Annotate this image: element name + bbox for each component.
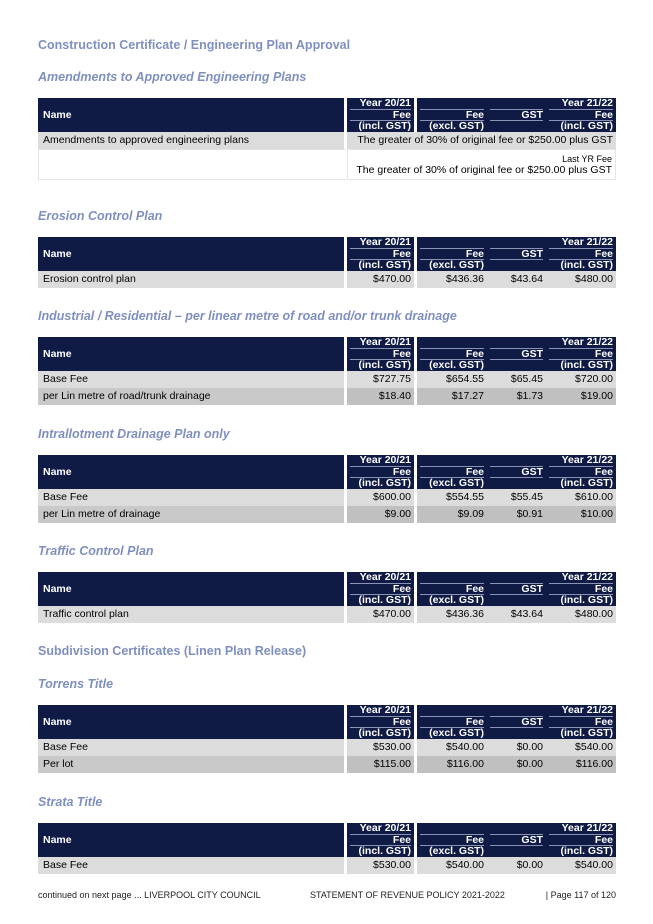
header-fee-incl: Year 21/22 Fee (incl. GST): [546, 237, 616, 271]
row-excl: $654.55: [417, 371, 487, 388]
heading-strata: Strata Title: [38, 795, 103, 809]
header-name: Name: [38, 98, 347, 132]
row-incl: $480.00: [546, 271, 616, 288]
row-name-empty: [38, 149, 347, 180]
heading-torrens: Torrens Title: [38, 677, 114, 691]
header-name: Name: [38, 823, 347, 857]
table-row-note: [38, 149, 616, 180]
header-fee-excl: Fee (excl. GST): [417, 98, 487, 132]
row-name: Per lot: [38, 756, 347, 773]
row-excl: $436.36: [417, 606, 487, 623]
row-incl: $480.00: [546, 606, 616, 623]
header-fee-incl: Year 21/22 Fee (incl. GST): [546, 98, 616, 132]
header-prev-year: Year 20/21 Fee (incl. GST): [347, 98, 417, 132]
row-incl: $540.00: [546, 857, 616, 874]
row-excl: $436.36: [417, 271, 487, 288]
header-prev-year: Year 20/21 Fee (incl. GST): [347, 823, 417, 857]
row-prev: $9.00: [347, 506, 417, 523]
row-fee-text: The greater of 30% of original fee or $250.00 plus GST: [347, 132, 616, 149]
header-fee-incl: Year 21/22 Fee (incl. GST): [546, 705, 616, 739]
row-excl: $540.00: [417, 739, 487, 756]
row-name: Amendments to approved engineering plans: [38, 132, 347, 149]
fee-table-strata: [38, 823, 616, 874]
heading-subdivision: Subdivision Certificates (Linen Plan Release): [38, 644, 307, 658]
row-incl: $610.00: [546, 489, 616, 506]
header-fee-incl: Year 21/22 Fee (incl. GST): [546, 572, 616, 606]
row-name: Base Fee: [38, 857, 347, 874]
fee-table-erosion: [38, 237, 616, 288]
row-gst: $1.73: [487, 388, 546, 405]
row-excl: $116.00: [417, 756, 487, 773]
header-fee-excl: Fee (excl. GST): [417, 572, 487, 606]
table-header: [38, 237, 616, 271]
row-name: Traffic control plan: [38, 606, 347, 623]
row-excl: $554.55: [417, 489, 487, 506]
fee-table-traffic: [38, 572, 616, 623]
header-gst: GST: [487, 337, 546, 371]
fee-table-amendments: [38, 98, 616, 180]
row-excl: $540.00: [417, 857, 487, 874]
heading-intrallotment: Intrallotment Drainage Plan only: [38, 427, 230, 441]
row-gst: $43.64: [487, 606, 546, 623]
header-prev-year: Year 20/21 Fee (incl. GST): [347, 455, 417, 489]
header-prev-year: Year 20/21 Fee (incl. GST): [347, 237, 417, 271]
header-fee-excl: Fee (excl. GST): [417, 823, 487, 857]
row-incl: $116.00: [546, 756, 616, 773]
row-last-year-note: Last YR Fee The greater of 30% of original fee or $250.00 plus GST: [347, 149, 616, 180]
row-gst: $0.00: [487, 756, 546, 773]
table-row: [38, 857, 616, 874]
header-name: Name: [38, 455, 347, 489]
row-prev: $470.00: [347, 271, 417, 288]
heading-traffic: Traffic Control Plan: [38, 544, 154, 558]
table-row: [38, 606, 616, 623]
row-gst: $43.64: [487, 271, 546, 288]
table-row: [38, 489, 616, 506]
header-fee-excl: Fee (excl. GST): [417, 337, 487, 371]
table-header: [38, 337, 616, 371]
row-gst: $0.00: [487, 739, 546, 756]
header-fee-incl: Year 21/22 Fee (incl. GST): [546, 455, 616, 489]
row-prev: $18.40: [347, 388, 417, 405]
heading-amendments: Amendments to Approved Engineering Plans: [38, 70, 307, 84]
heading-industrial: Industrial / Residential – per linear metre of road and/or trunk drainage: [38, 309, 457, 323]
row-prev: $530.00: [347, 739, 417, 756]
header-gst: GST: [487, 705, 546, 739]
header-fee-excl: Fee (excl. GST): [417, 705, 487, 739]
table-row: [38, 271, 616, 288]
row-name: Erosion control plan: [38, 271, 347, 288]
header-gst: GST: [487, 237, 546, 271]
table-row: [38, 371, 616, 388]
row-prev: $115.00: [347, 756, 417, 773]
header-gst: GST: [487, 455, 546, 489]
header-name: Name: [38, 237, 347, 271]
table-header: [38, 455, 616, 489]
heading-erosion: Erosion Control Plan: [38, 209, 163, 223]
fee-table-industrial: [38, 337, 616, 405]
row-name: per Lin metre of drainage: [38, 506, 347, 523]
heading-construction-certificate: Construction Certificate / Engineering Plan Approval: [38, 38, 351, 52]
row-excl: $17.27: [417, 388, 487, 405]
header-name: Name: [38, 337, 347, 371]
header-prev-year: Year 20/21 Fee (incl. GST): [347, 572, 417, 606]
row-name: per Lin metre of road/trunk drainage: [38, 388, 347, 405]
table-header: [38, 98, 616, 132]
fee-table-torrens: [38, 705, 616, 773]
table-row: [38, 739, 616, 756]
header-prev-year: Year 20/21 Fee (incl. GST): [347, 705, 417, 739]
row-excl: $9.09: [417, 506, 487, 523]
row-prev: $600.00: [347, 489, 417, 506]
fee-table-intrallotment: [38, 455, 616, 523]
row-prev: $727.75: [347, 371, 417, 388]
table-row: [38, 506, 616, 523]
header-fee-incl: Year 21/22 Fee (incl. GST): [546, 823, 616, 857]
table-row: [38, 756, 616, 773]
row-incl: $19.00: [546, 388, 616, 405]
header-fee-excl: Fee (excl. GST): [417, 455, 487, 489]
row-incl: $720.00: [546, 371, 616, 388]
row-gst: $0.91: [487, 506, 546, 523]
table-row: [38, 388, 616, 405]
row-incl: $10.00: [546, 506, 616, 523]
row-gst: $0.00: [487, 857, 546, 874]
footer-center: STATEMENT OF REVENUE POLICY 2021-2022: [310, 890, 505, 900]
row-incl: $540.00: [546, 739, 616, 756]
header-gst: GST: [487, 572, 546, 606]
header-gst: GST: [487, 98, 546, 132]
table-header: [38, 705, 616, 739]
table-header: [38, 572, 616, 606]
row-name: Base Fee: [38, 371, 347, 388]
header-name: Name: [38, 572, 347, 606]
row-gst: $65.45: [487, 371, 546, 388]
table-row: [38, 132, 616, 149]
header-fee-excl: Fee (excl. GST): [417, 237, 487, 271]
row-gst: $55.45: [487, 489, 546, 506]
row-name: Base Fee: [38, 739, 347, 756]
row-name: Base Fee: [38, 489, 347, 506]
header-name: Name: [38, 705, 347, 739]
footer-page-number: | Page 117 of 120: [545, 890, 616, 900]
header-prev-year: Year 20/21 Fee (incl. GST): [347, 337, 417, 371]
footer-left: continued on next page ... LIVERPOOL CITY COUNCIL: [38, 890, 261, 900]
table-header: [38, 823, 616, 857]
header-fee-incl: Year 21/22 Fee (incl. GST): [546, 337, 616, 371]
row-prev: $470.00: [347, 606, 417, 623]
header-gst: GST: [487, 823, 546, 857]
row-prev: $530.00: [347, 857, 417, 874]
